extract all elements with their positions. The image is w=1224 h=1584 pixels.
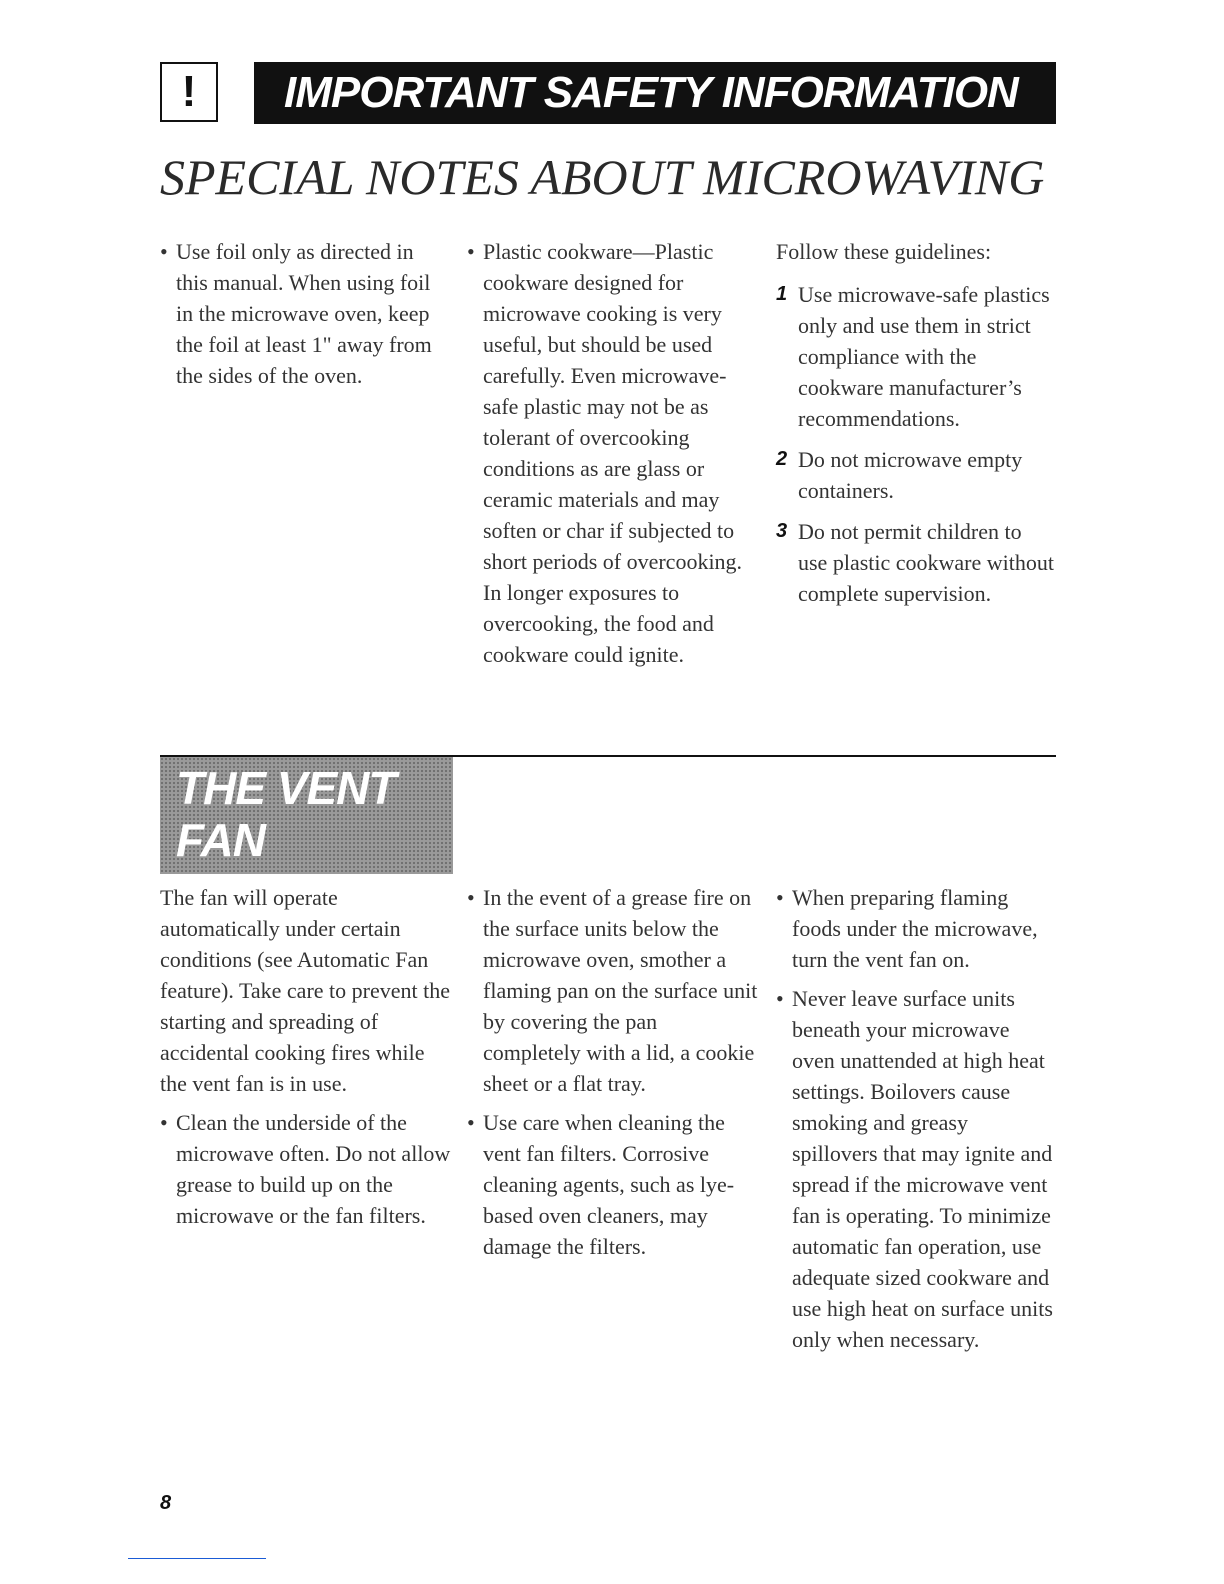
intro-paragraph: The fan will operate automatically under certain conditions (see Automatic Fan feature). Take care to prevent the starting and spreading of accidental cooking fires while the vent fan is in use. <box>160 885 450 1096</box>
list-item <box>776 983 1056 1355</box>
list-item <box>467 882 759 1099</box>
vent-fan-heading <box>176 762 446 866</box>
bullet-text: Plastic cookware—Plastic cookware designed for microwave cooking is very useful, but should be used carefully. Even microwave-safe plastic may not be as tolerant of overcooking conditions as are glass or ceramic materials and may soften or char if subjected to short periods of overcooking. In longer exposures to overcooking, the food and cookware could ignite. <box>483 239 743 667</box>
vent-fan-column-2 <box>467 882 759 1262</box>
banner-title: IMPORTANT SAFETY INFORMATION <box>284 68 1018 117</box>
bullet-icon: • <box>776 986 784 1011</box>
bullet-text: In the event of a grease fire on the surface units below the microwave oven, smother a flaming pan on the surface unit by covering the pan completely with a lid, a cookie sheet or a flat tray. <box>483 885 758 1096</box>
list-item <box>776 516 1056 609</box>
microwaving-column-2 <box>467 236 755 670</box>
page-number: 8 <box>160 1492 172 1514</box>
item-number: 2 <box>776 448 788 470</box>
alert-icon <box>160 62 218 122</box>
microwaving-column-1 <box>160 236 445 391</box>
microwaving-column-3 <box>776 236 1056 609</box>
vent-fan-column-3 <box>776 882 1056 1355</box>
bullet-text: When preparing flaming foods under the microwave, turn the vent fan on. <box>792 885 1038 972</box>
safety-banner <box>254 62 1056 124</box>
list-item <box>776 882 1056 975</box>
bullet-text: Use foil only as directed in this manual. When using foil in the microwave oven, keep the foil at least 1" away from the sides of the oven. <box>176 239 432 388</box>
item-text: Do not permit children to use plastic cookware without complete supervision. <box>798 519 1054 606</box>
bullet-text: Never leave surface units beneath your microwave oven unattended at high heat settings. Boilovers cause smoking and greasy spillovers that may ignite and spread if the microwave vent fan is operating. To minimize automatic fan operation, use adequate sized cookware and use high heat on surface units only when necessary. <box>792 986 1053 1352</box>
exclamation-icon: ! <box>181 67 197 116</box>
bullet-icon: • <box>467 885 475 910</box>
section-title: SPECIAL NOTES ABOUT MICROWAVING <box>160 149 1045 205</box>
vent-fan-column-1 <box>160 882 452 1231</box>
footer-divider <box>128 1558 266 1559</box>
bullet-icon: • <box>160 239 168 264</box>
list-item <box>467 236 755 670</box>
bullet-text: Clean the underside of the microwave often. Do not allow grease to build up on the microwave or the fan filters. <box>176 1110 451 1228</box>
list-item <box>776 279 1056 434</box>
bullet-icon: • <box>160 1110 168 1135</box>
bullet-icon: • <box>776 885 784 910</box>
list-item <box>160 1107 452 1231</box>
bullet-text: Use care when cleaning the vent fan filters. Corrosive cleaning agents, such as lye-based oven cleaners, may damage the filters. <box>483 1110 735 1259</box>
bullet-icon: • <box>467 1110 475 1135</box>
item-text: Do not microwave empty containers. <box>798 447 1023 503</box>
item-number: 1 <box>776 283 788 305</box>
item-text: Use microwave-safe plastics only and use them in strict compliance with the cookware manufacturer’s recommendations. <box>798 282 1050 431</box>
guidelines-intro: Follow these guidelines: <box>776 239 992 264</box>
heading-line: THE VENT <box>176 762 396 814</box>
list-item <box>467 1107 759 1262</box>
bullet-icon: • <box>467 239 475 264</box>
item-number: 3 <box>776 520 788 542</box>
list-item <box>776 444 1056 506</box>
list-item <box>160 236 445 391</box>
heading-line: FAN <box>176 814 265 866</box>
